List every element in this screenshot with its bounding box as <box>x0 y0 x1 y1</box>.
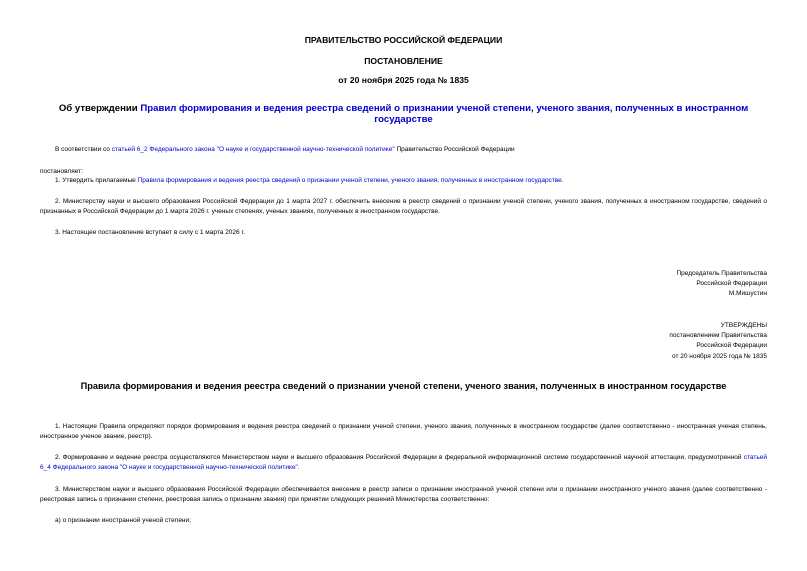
approval-line-2: постановлением Правительства <box>669 332 767 340</box>
item-1-text-start: 1. Утвердить прилагаемые <box>55 177 138 184</box>
document-title <box>40 103 767 125</box>
intro-paragraph <box>55 145 767 155</box>
signature-name: М.Мишустин <box>728 290 767 298</box>
intro-text-start: В соответствии со <box>55 146 112 153</box>
government-heading: ПРАВИТЕЛЬСТВО РОССИЙСКОЙ ФЕДЕРАЦИИ <box>304 35 503 45</box>
rules-paragraph-3a: а) о признании иностранной ученой степени; <box>55 517 191 524</box>
item-2: 2. Министерству науки и высшего образования Российской Федерации до 1 марта 2027 г. обеспечить внесение в реестр сведений о признании ученой степени, ученого звания, полученных в иностранном государстве, сведений о признанных в Российской Федерации до 1 марта 2026 г. ученых степенях, ученых званиях, полученных в иностранном государстве. <box>40 198 767 216</box>
date-number-heading: от 20 ноября 2025 года № 1835 <box>338 75 469 85</box>
approval-line-4: от 20 ноября 2025 года № 1835 <box>671 352 767 360</box>
signature-country: Российской Федерации <box>696 280 767 288</box>
approval-line-1: УТВЕРЖДЕНЫ <box>720 322 767 329</box>
signature-block <box>500 269 767 300</box>
rules-paragraph-2-text-end: . <box>297 464 300 472</box>
intro-text-end: Правительство Российской Федерации <box>394 146 515 153</box>
approval-line-3: Российской Федерации <box>696 342 767 350</box>
document-title-link[interactable]: Правил формирования и ведения реестра сведений о признании ученой степени, ученого звания, полученных в иностранном государстве <box>140 103 749 125</box>
document-title-prefix: Об утверждении <box>58 103 141 114</box>
decree-word: постановляет: <box>40 168 83 175</box>
law-article-6-2-link[interactable]: статьей 6_2 Федерального закона "О науке и государственной научно-технической политике" <box>111 146 395 153</box>
approval-block <box>500 321 767 362</box>
law-article-6-4-link[interactable]: статьей 6_4 Федерального закона "О науке и государственной научно-технической политике" <box>40 454 767 472</box>
item-1-text-end: . <box>561 177 564 184</box>
rules-paragraph-1: 1. Настоящие Правила определяют порядок формирования и ведения реестра сведений о признании ученой степени, ученого звания, полученных в иностранном государстве (далее соответственно - иностранная ученая степень, иностранное ученое звание, реестр). <box>40 423 767 441</box>
rules-paragraph-2-text-start: 2. Формирование и ведение реестра осуществляются Министерством науки и высшего образования Российской Федерации в федеральной информационной системе государственной научной аттестации, предусмотренной <box>55 454 744 461</box>
document-type-heading: ПОСТАНОВЛЕНИЕ <box>364 56 443 66</box>
rules-paragraph-3: 3. Министерством науки и высшего образования Российской Федерации обеспечивается внесение в реестр записи о признании иностранной ученой степени или о признании иностранного ученого звания (далее соответственно - реестровая запись о признании степени, реестровая запись о признании звания) при принятии следующих решений Министерства соответственно: <box>40 486 767 504</box>
rules-title: Правила формирования и ведения реестра сведений о признании ученой степени, ученого звания, полученных в иностранном государстве <box>80 381 727 391</box>
rules-paragraph-2 <box>40 453 767 473</box>
item-1 <box>55 176 767 186</box>
rules-link[interactable]: Правила формирования и ведения реестра сведений о признании ученой степени, ученого звания, полученных в иностранном государстве <box>137 177 562 184</box>
item-3: 3. Настоящее постановление вступает в силу с 1 марта 2026 г. <box>55 229 245 236</box>
signature-position: Председатель Правительства <box>676 270 767 277</box>
